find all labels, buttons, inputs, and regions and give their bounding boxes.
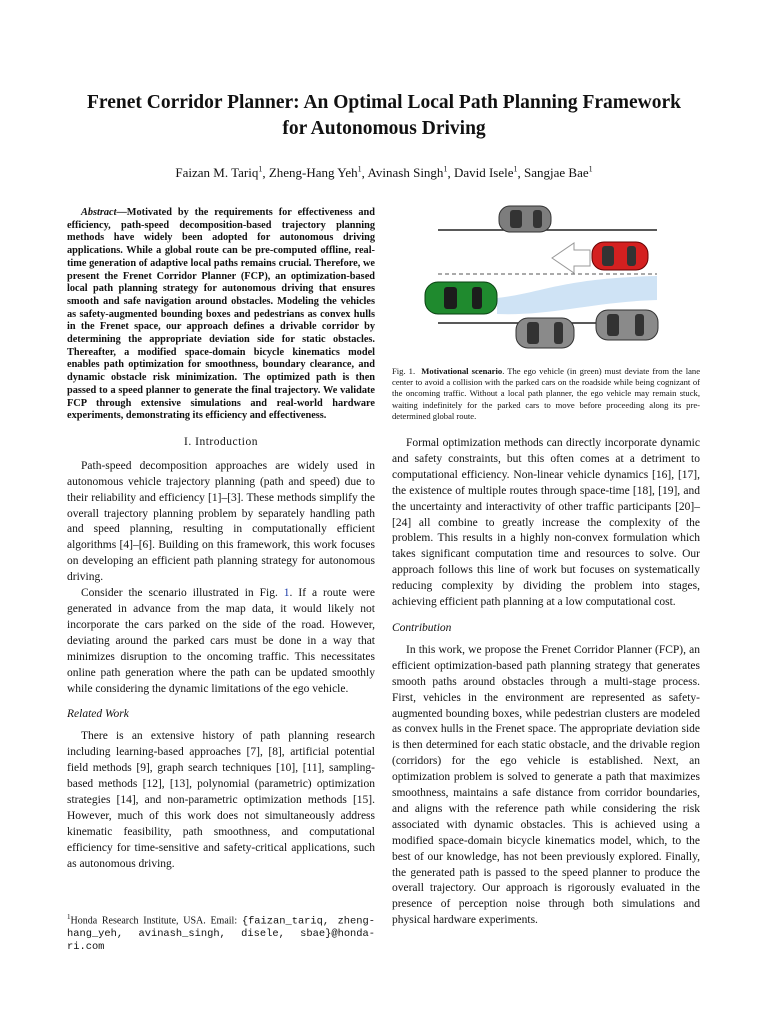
paragraph: Consider the scenario illustrated in Fig. 1. If a route were generated in advance from the map data, it would likely not incorporate the cars parked on the side of the road. However, deviating around the parked cars must be done in a way that minimizes disruption to the oncoming traffic. This necessitates online path generation where the path can be updated smoothly while considering the dynamic limitations of the ego vehicle. xyxy=(67,587,375,695)
author: Avinash Singh$^1$ xyxy=(367,165,448,181)
footnote: $^1$Honda Research Institute, USA. Email: {faizan_tariq, zheng-hang_yeh, avinash_singh, disele, sbae}@honda-ri.com xyxy=(67,913,375,953)
left-column xyxy=(67,207,375,873)
figure-reference-link[interactable]: 1 xyxy=(283,587,290,600)
drivable-corridor xyxy=(497,276,657,314)
caption-text: . The ego vehicle (in green) must deviate from the lane center to avoid a collision with the parked cars on the roadside while being cognizant of the oncoming traffic. Without a local path planner, the ego vehicle may remain stuck, waiting indefinitely for the parked cars to move before proceeding along its pre-determined global route. xyxy=(392,366,701,421)
oncoming-arrow-icon xyxy=(552,243,590,273)
paragraph: In this work, we propose the Frenet Corridor Planner (FCP), an efficient optimization-based path planning strategy that generates smooth paths around obstacles through a multi-stage process. First, vehicles in the environment are represented as safety-augmented bounding boxes, while pedestrian clusters are modeled as convex hulls in the Frenet space. The appropriate deviation side is then determined for each static obstacle, and the drivable region (corridors) for the ego vehicle is established. Next, an optimization problem is solved to generate a path that maximizes smoothness, maintains a safe distance from corridor boundaries, and aligns with the reference path while considering the risk associated with dynamic obstacles. This is achieved using a modified space-domain bicycle kinematics model, which, to the best of our knowledge, has not been previously explored. Finally, the generated path is passed to the speed planner to produce the overall trajectory. Our approach is rigorously evaluated in the presence of perception noise through both simulations and physical hardware experiments. xyxy=(392,643,700,927)
author: Faizan M. Tariq$^1$ xyxy=(175,165,263,181)
scenario-illustration xyxy=(392,198,700,358)
abstract-label: Abstract xyxy=(81,207,117,218)
paragraph: There is an extensive history of path planning research including learning-based approaches [7], [8], artificial potential field methods [9], graph search techniques [10], [11], sampling-based methods [12], [13], polynomial (parametric) optimization strategies [14], and non-parametric optimization methods [15]. However, much of this work does not simultaneously address kinematic feasibility, path smoothness, and computational efficiency for time-sensitive and safety-critical applications, such as autonomous driving. xyxy=(67,730,375,870)
figure-caption xyxy=(392,366,700,422)
email-list: {faizan_tariq, zheng-hang_yeh, avinash_singh, disele, sbae}@honda-ri.com xyxy=(67,915,375,953)
author: Sangjae Bae$^1$ xyxy=(524,165,593,181)
parked-car-1 xyxy=(516,318,574,348)
section-heading-introduction: I. Introduction xyxy=(184,435,258,448)
right-column xyxy=(392,436,700,929)
author-list: Faizan M. Tariq$^1$, Zheng-Hang Yeh$^1$, Avinash Singh$^1$, David Isele$^1$, Sangjae Bae$^1$ xyxy=(175,165,593,181)
author: David Isele$^1$ xyxy=(453,165,518,181)
title-line-2: for Autonomous Driving xyxy=(282,118,486,139)
caption-label: Fig. 1. xyxy=(392,366,416,376)
caption-title: Motivational scenario xyxy=(421,366,503,376)
oncoming-car-top xyxy=(499,206,551,232)
paragraph: Path-speed decomposition approaches are widely used in autonomous vehicle trajectory planning (path and speed) due to their reliability and efficiency [1]–[3]. These methods simplify the overall trajectory planning problem by separately handling path and speed planning, resulting in computationally efficient algorithms [4]–[6]. Building on this framework, this work focuses on developing an efficient path planning strategy for autonomous driving. xyxy=(67,459,375,584)
oncoming-car-red xyxy=(592,242,648,270)
parked-car-2 xyxy=(596,310,658,340)
figure-1 xyxy=(392,198,700,363)
title-line-1: Frenet Corridor Planner: An Optimal Local Path Planning Framework xyxy=(87,92,681,113)
subsection-heading-contribution: Contribution xyxy=(392,621,452,634)
abstract-text: Motivated by the requirements for effectiveness and efficiency, path-speed decomposition-based trajectory planning methods have widely been adopted for autonomous driving applications. While a global route can be pre-computed offline, real-time generation of adaptive local paths remains crucial. Therefore, we present the Frenet Corridor Planner (FCP), an optimization-based local path planning strategy for autonomous driving that ensures smooth and safe navigation around obstacles. Modeling the vehicles as safety-augmented bounding boxes and pedestrians as convex hulls in the Frenet space, our approach defines a drivable corridor by determining the appropriate deviation side for static obstacles. Thereafter, a modified space-domain bicycle kinematics model enables path optimization for smoothness, boundary clearance, and dynamic obstacle risk minimization. The optimized path is then passed to a speed planner to generate the final trajectory. We validate FCP through extensive simulations and real-world hardware experiments, demonstrating its efficiency and effectiveness. xyxy=(67,207,375,422)
paragraph: Formal optimization methods can directly incorporate dynamic and safety constraints, but this often comes at a detriment to computational efficiency. Non-linear vehicle dynamics [16], [17], the existence of multiple routes through space-time [18], [19], and the uncertainty and interactivity of other traffic participants [20]–[24] all combine to greatly increase the complexity of the problem. This results in a highly non-convex formulation which takes significant computation time and resources to solve. Our approach follows this line of work but focuses on systematically reducing complexity by dividing the problem into stages, achieving efficient path planning at a low computational cost. xyxy=(392,437,700,609)
author: Zheng-Hang Yeh$^1$ xyxy=(268,165,362,181)
ego-car-green xyxy=(425,282,497,314)
abstract: Abstract—Motivated by the requirements for effectiveness and efficiency, path-speed decomposition-based trajectory planning methods have widely been adopted for autonomous driving applications. While a global route can be pre-computed offline, real-time generation of adaptive local paths remains crucial. Therefore, we present the Frenet Corridor Planner (FCP), an optimization-based local path planning strategy for autonomous driving that ensures smooth and safe navigation around obstacles. Modeling the vehicles as safety-augmented bounding boxes and pedestrians as convex hulls in the Frenet space, our approach defines a drivable corridor by determining the appropriate deviation side for static obstacles. Thereafter, a modified space-domain bicycle kinematics model enables path optimization for smoothness, boundary clearance, and dynamic obstacle risk minimization. The optimized path is then passed to a speed planner to generate the final trajectory. We validate FCP through extensive simulations and real-world hardware experiments, demonstrating its efficiency and effectiveness. xyxy=(67,207,375,422)
paper-title xyxy=(40,90,728,142)
subsection-heading-related-work: Related Work xyxy=(67,708,129,721)
